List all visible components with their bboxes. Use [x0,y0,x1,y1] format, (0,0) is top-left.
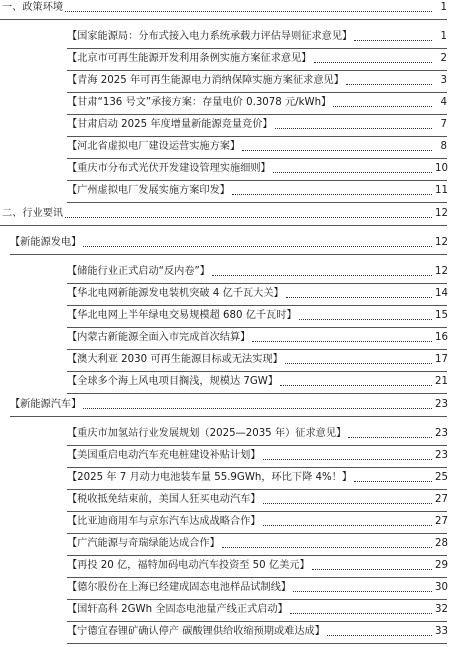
toc-entry[interactable] [0,265,456,287]
toc-page-number: 3 [440,75,447,86]
toc-underline [67,577,447,578]
toc-underline [67,92,447,93]
toc-entry-title: 【广州虚拟电厂发展实施方案印发】 [67,185,230,196]
toc-entry[interactable] [0,52,456,74]
toc-entry[interactable] [0,96,456,118]
toc-underline [67,180,447,181]
toc-entry[interactable] [0,559,456,581]
toc-entry[interactable] [0,74,456,96]
toc-page-number: 1 [440,2,447,13]
toc-page-number: 2 [440,53,447,64]
toc-entry-line [67,449,447,463]
toc-entry-line [67,471,447,485]
toc-entry-title: 【重庆市加氢站行业发展规划（2025—2035 年）征求意见】 [67,428,347,439]
toc-entry-line [10,236,447,250]
toc-entry[interactable] [0,375,456,397]
toc-underline [67,467,447,468]
toc-underline [67,371,447,372]
dot-leader [354,481,432,482]
toc-underline [10,254,447,255]
toc-entry-title: 【华北电网新能源发电装机突破 4 亿千瓦大关】 [67,288,284,299]
toc-entry-line [67,625,447,639]
toc-entry[interactable] [0,493,456,515]
toc-entry-line [67,427,447,441]
toc-entry[interactable] [0,353,456,375]
toc-entry[interactable] [0,309,456,331]
toc-underline [67,349,447,350]
toc-entry-line [67,52,447,66]
toc-entry-line [67,30,447,44]
toc-page-number: 29 [435,560,448,571]
toc-entry-line [67,603,447,617]
dot-leader [314,62,433,63]
toc-underline [67,393,447,394]
toc-subsection[interactable] [0,236,456,258]
toc-entry-line [10,398,447,412]
toc-entry[interactable] [0,625,456,647]
toc-underline [67,511,447,512]
dot-leader [83,408,432,409]
toc-entry-title: 【2025 年 7 月动力电池装车量 55.9GWh，环比下降 4%！】 [67,472,353,483]
toc-entry-title: 【储能行业正式启动“反内卷”】 [67,266,210,277]
toc-page-number: 23 [435,428,448,439]
dot-leader [232,194,432,195]
toc-entry-title: 【青海 2025 年可再生能源电力消纳保障实施方案征求意见】 [67,75,344,86]
toc-page-number: 17 [435,354,448,365]
toc-entry[interactable] [0,162,456,184]
dot-leader [65,11,432,12]
toc-underline [67,283,447,284]
toc-entry-title: 【国轩高科 2GWh 全固态电池量产线正式启动】 [67,604,288,615]
toc-page-number: 15 [435,310,448,321]
toc-page-number: 33 [435,626,448,637]
toc-entry-line [67,493,447,507]
toc-entry-line [67,74,447,88]
toc-entry-line [67,265,447,279]
dot-leader [83,246,432,247]
toc-entry-title: 【全球多个海上风电项目搁浅，规模达 7GW】 [67,376,279,387]
toc-page-number: 10 [435,163,448,174]
toc-entry-line [67,375,447,389]
toc-page-number: 12 [435,208,448,219]
dot-leader [290,613,432,614]
dot-leader [346,84,432,85]
toc-underline [67,555,447,556]
dot-leader [327,635,432,636]
toc-page-number: 8 [440,141,447,152]
toc-underline [67,533,447,534]
toc-entry-title: 【国家能源局：分布式接入电力系统承载力评估导则征求意见】 [67,31,353,42]
toc-underline [10,416,447,417]
toc-section[interactable] [0,207,456,229]
toc-entry-title: 二、行业要讯 [2,208,64,219]
toc-entry-line [67,331,447,345]
toc-entry[interactable] [0,427,456,449]
toc-page-number: 30 [435,582,448,593]
toc-entry[interactable] [0,471,456,493]
toc-entry[interactable] [0,449,456,471]
toc-page-number: 12 [435,266,448,277]
toc-entry-title: 【甘肃“136 号文”承接方案：存量电价 0.3078 元/kWh】 [67,97,332,108]
dot-leader [212,275,432,276]
toc-entry-title: 【美国重启电动汽车充电桩建设补贴计划】 [67,450,261,461]
dot-leader [299,319,432,320]
toc-entry-title: 【税收抵免结束前，美国人狂买电动汽车】 [67,494,261,505]
toc-entry-line [67,353,447,367]
toc-page-number: 28 [435,538,448,549]
dot-leader [263,525,432,526]
toc-page-number: 16 [435,332,448,343]
toc-entry-line [67,118,447,132]
toc-page-number: 14 [435,288,448,299]
toc-entry-line [67,515,447,529]
toc-page-number: 32 [435,604,448,615]
dot-leader [65,217,432,218]
toc-page-number: 27 [435,516,448,527]
toc-entry-line [67,287,447,301]
toc-entry-line [67,162,447,176]
dot-leader [348,437,432,438]
toc-entry-title: 【比亚迪商用车与京东汽车达成战略合作】 [67,516,261,527]
toc-page-number: 11 [435,185,448,196]
toc-entry[interactable] [0,184,456,206]
toc-underline [67,202,447,203]
toc-page-number: 27 [435,494,448,505]
toc-entry-title: 【宁德宜春锂矿确认停产 碳酸锂供给收缩预期或难达成】 [67,626,325,637]
toc-underline [67,621,447,622]
dot-leader [285,363,432,364]
toc-entry-title: 【澳大利亚 2030 可再生能源目标或无法实现】 [67,354,283,365]
toc-underline [67,70,447,71]
toc-page-number: 21 [435,376,448,387]
toc-underline [67,114,447,115]
toc-entry-title: 【甘肃启动 2025 年度增量新能源竞量竞价】 [67,119,273,130]
dot-leader [222,547,432,548]
toc-page-number: 23 [435,450,448,461]
toc-entry-title: 【内蒙古新能源全面入市完成首次结算】 [67,332,251,343]
toc-entry[interactable] [0,537,456,559]
dot-leader [312,569,432,570]
toc-entry-line [67,140,447,154]
toc-entry-title: 【广汽能源与奇瑞绿能达成合作】 [67,538,220,549]
toc-page-number: 1 [440,31,447,42]
dot-leader [293,591,432,592]
dot-leader [263,459,432,460]
toc-entry[interactable] [0,515,456,537]
toc-entry[interactable] [0,331,456,353]
toc-page-number: 12 [435,237,448,248]
toc-underline [67,489,447,490]
toc-entry-title: 【重庆市分布式光伏开发建设管理实施细则】 [67,163,271,174]
toc-entry[interactable] [0,603,456,625]
dot-leader [280,385,432,386]
toc-entry[interactable] [0,118,456,140]
toc-entry[interactable] [0,140,456,162]
toc-underline [67,305,447,306]
dot-leader [286,297,432,298]
dot-leader [242,150,432,151]
toc-entry-title: 【北京市可再生能源开发利用条例实施方案征求意见】 [67,53,312,64]
toc-entry-title: 【华北电网上半年绿电交易规模超 680 亿千瓦时】 [67,310,297,321]
toc-entry-title: 一、政策环境 [2,2,64,13]
toc-entry-line [67,309,447,323]
toc-page-number: 7 [440,119,447,130]
dot-leader [252,341,432,342]
toc-underline [0,225,447,226]
toc-underline [67,48,447,49]
toc-entry[interactable] [0,581,456,603]
toc-underline [67,136,447,137]
toc-entry-title: 【再投 20 亿，福特加码电动汽车投资至 50 亿美元】 [67,560,310,571]
toc-entry-line [2,207,447,221]
toc-underline [67,599,447,600]
toc-entry-title: 【河北省虚拟电厂建设运营实施方案】 [67,141,241,152]
toc-entry[interactable] [0,30,456,52]
toc-underline [0,19,447,20]
toc-page-number: 4 [440,97,447,108]
toc-entry-line [2,1,447,15]
toc-underline [67,643,447,644]
toc-entry[interactable] [0,287,456,309]
toc-section[interactable] [0,1,456,23]
toc-page-number: 23 [435,399,448,410]
toc-entry-line [67,559,447,573]
toc-entry-line [67,184,447,198]
dot-leader [333,106,432,107]
toc-underline [67,158,447,159]
toc-entry-line [67,581,447,595]
dot-leader [275,128,432,129]
toc-entry-line [67,96,447,110]
toc-subsection[interactable] [0,398,456,420]
toc-entry-title: 【德尔股份在上海已经建成固态电池样品试制线】 [67,582,292,593]
toc-underline [67,445,447,446]
toc-entry-title: 【新能源汽车】 [10,399,82,410]
dot-leader [354,40,432,41]
dot-leader [273,172,432,173]
dot-leader [263,503,432,504]
toc-entry-line [67,537,447,551]
toc-page-number: 25 [435,472,448,483]
toc-entry-title: 【新能源发电】 [10,237,82,248]
toc-underline [67,327,447,328]
